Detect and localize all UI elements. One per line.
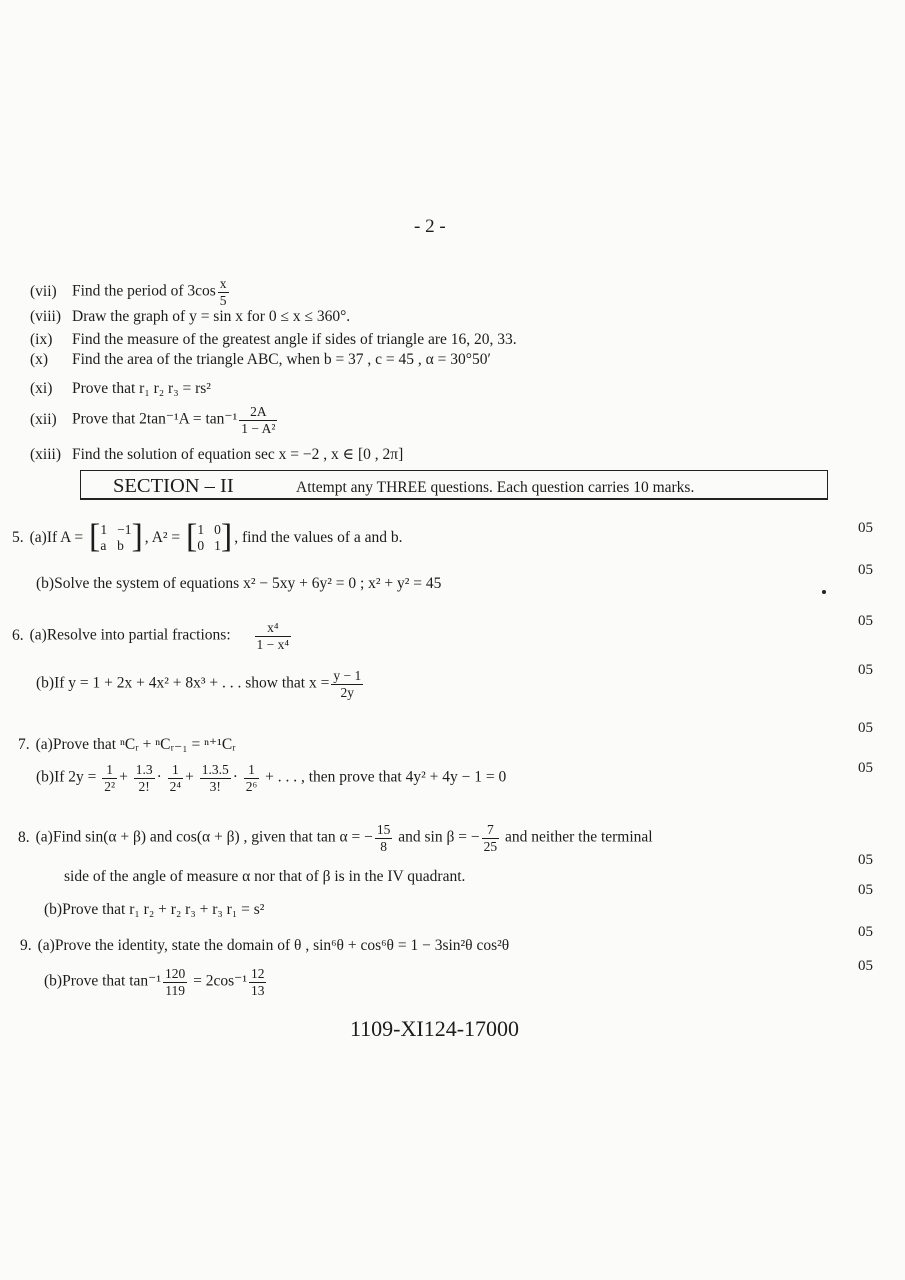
question-6a: 6. (a)Resolve into partial fractions: $\frac{\text{x⁴}}{\text{1 − x⁴}}$: [12, 620, 290, 652]
question-7b: (b)If 2y = $\frac{1}{\text{2²}}$ + $\frac{1.3}{2!}$ · $\frac{1}{\text{2⁴}}$ + $\frac{1.3.5}{3!}$ · $\frac{1}{\text{2⁶}}$ + . . . , then prove that 4y² + 4y − 1 = 0: [36, 762, 507, 794]
question-5a: 5. (a)If A = [ 1 −1 a b ] , A² = [ 1 0 0 1 ] , find the values of a and b.: [12, 518, 403, 555]
marks-5a: 05: [858, 520, 873, 536]
section-instructions: Attempt any THREE questions. Each question carries 10 marks.: [296, 479, 695, 496]
question-6b: (b)If y = 1 + 2x + 4x² + 8x³ + . . . show that x = $\frac{y - 1}{2y}$: [36, 668, 362, 700]
marks-9a: 05: [858, 924, 873, 940]
matrix-a-squared: [ 1 0 0 1 ]: [186, 518, 233, 555]
fraction: $\frac{1}{\text{2⁴}}$: [169, 762, 182, 794]
marks-8b: 05: [858, 882, 873, 898]
question-8a: 8. (a)Find sin(α + β) and cos(α + β) , given that tan α = − $\frac{15}{8}$ and sin β = − $\frac{7}{25}$ and neither the terminal: [18, 822, 653, 854]
question-8a-cont: side of the angle of measure α nor that of β is in the IV quadrant.: [64, 868, 466, 885]
question-5b: (b)Solve the system of equations x² − 5xy + 6y² = 0 ; x² + y² = 45: [36, 575, 442, 592]
marks-9b: 05: [858, 958, 873, 974]
paper-code: 1109-XI124-17000: [350, 1016, 520, 1041]
fraction: $\frac{1}{\text{2⁶}}$: [245, 762, 258, 794]
ink-dot: [822, 590, 826, 594]
question-vii: (vii) Find the period of 3cos $\frac{x}{5}$: [30, 276, 227, 308]
marks-7b: 05: [858, 760, 873, 776]
marks-6b: 05: [858, 662, 873, 678]
marks-6a: 05: [858, 613, 873, 629]
fraction: $\frac{\text{x⁴}}{\text{1 − x⁴}}$: [256, 620, 290, 652]
question-8b: (b)Prove that r₁ r₂ + r₂ r₃ + r₃ r₁ = s²: [44, 901, 265, 918]
marks-7a: 05: [858, 720, 873, 736]
question-ix: (ix) Find the measure of the greatest angle if sides of triangle are 16, 20, 33.: [30, 331, 517, 348]
marks-8a: 05: [858, 852, 873, 868]
question-x: (x) Find the area of the triangle ABC, when b = 37 , c = 45 , α = 30°50′: [30, 351, 491, 368]
fraction: $\frac{15}{8}$: [376, 822, 391, 854]
question-xiii: (xiii) Find the solution of equation sec x = −2 , x ∈ [0 , 2π]: [30, 446, 404, 463]
question-viii: (viii) Draw the graph of y = sin x for 0 ≤ x ≤ 360°.: [30, 308, 351, 325]
section-title: SECTION – II: [113, 475, 234, 497]
question-xii: (xii) Prove that 2tan⁻¹A = tan⁻¹ $\frac{2A}{\text{1 − A²}}$: [30, 404, 276, 436]
question-9b: (b)Prove that tan⁻¹ $\frac{120}{119}$ = 2cos⁻¹ $\frac{12}{13}$: [44, 966, 265, 998]
question-7a: 7. (a)Prove that ⁿCᵣ + ⁿCᵣ₋₁ = ⁿ⁺¹Cᵣ: [18, 736, 236, 753]
fraction: $\frac{1}{\text{2²}}$: [104, 762, 116, 794]
marks-5b: 05: [858, 562, 873, 578]
fraction: $\frac{7}{25}$: [483, 822, 498, 854]
fraction: $\frac{12}{13}$: [250, 966, 265, 998]
matrix-a: [ 1 −1 a b ]: [89, 518, 143, 555]
section-header: [80, 470, 828, 500]
question-9a: 9. (a)Prove the identity, state the domain of θ , sin⁶θ + cos⁶θ = 1 − 3sin²θ cos²θ: [20, 937, 510, 954]
fraction: $\frac{x}{5}$: [219, 276, 227, 308]
fraction: $\frac{2A}{\text{1 − A²}}$: [241, 404, 276, 436]
fraction: $\frac{1.3.5}{3!}$: [201, 762, 229, 794]
page-number: - 2 -: [414, 216, 446, 237]
fraction: $\frac{y - 1}{2y}$: [333, 668, 362, 700]
fraction: $\frac{120}{119}$: [165, 966, 186, 998]
question-xi: (xi) Prove that r₁ r₂ r₃ = rs²: [30, 380, 211, 397]
fraction: $\frac{1.3}{2!}$: [135, 762, 153, 794]
